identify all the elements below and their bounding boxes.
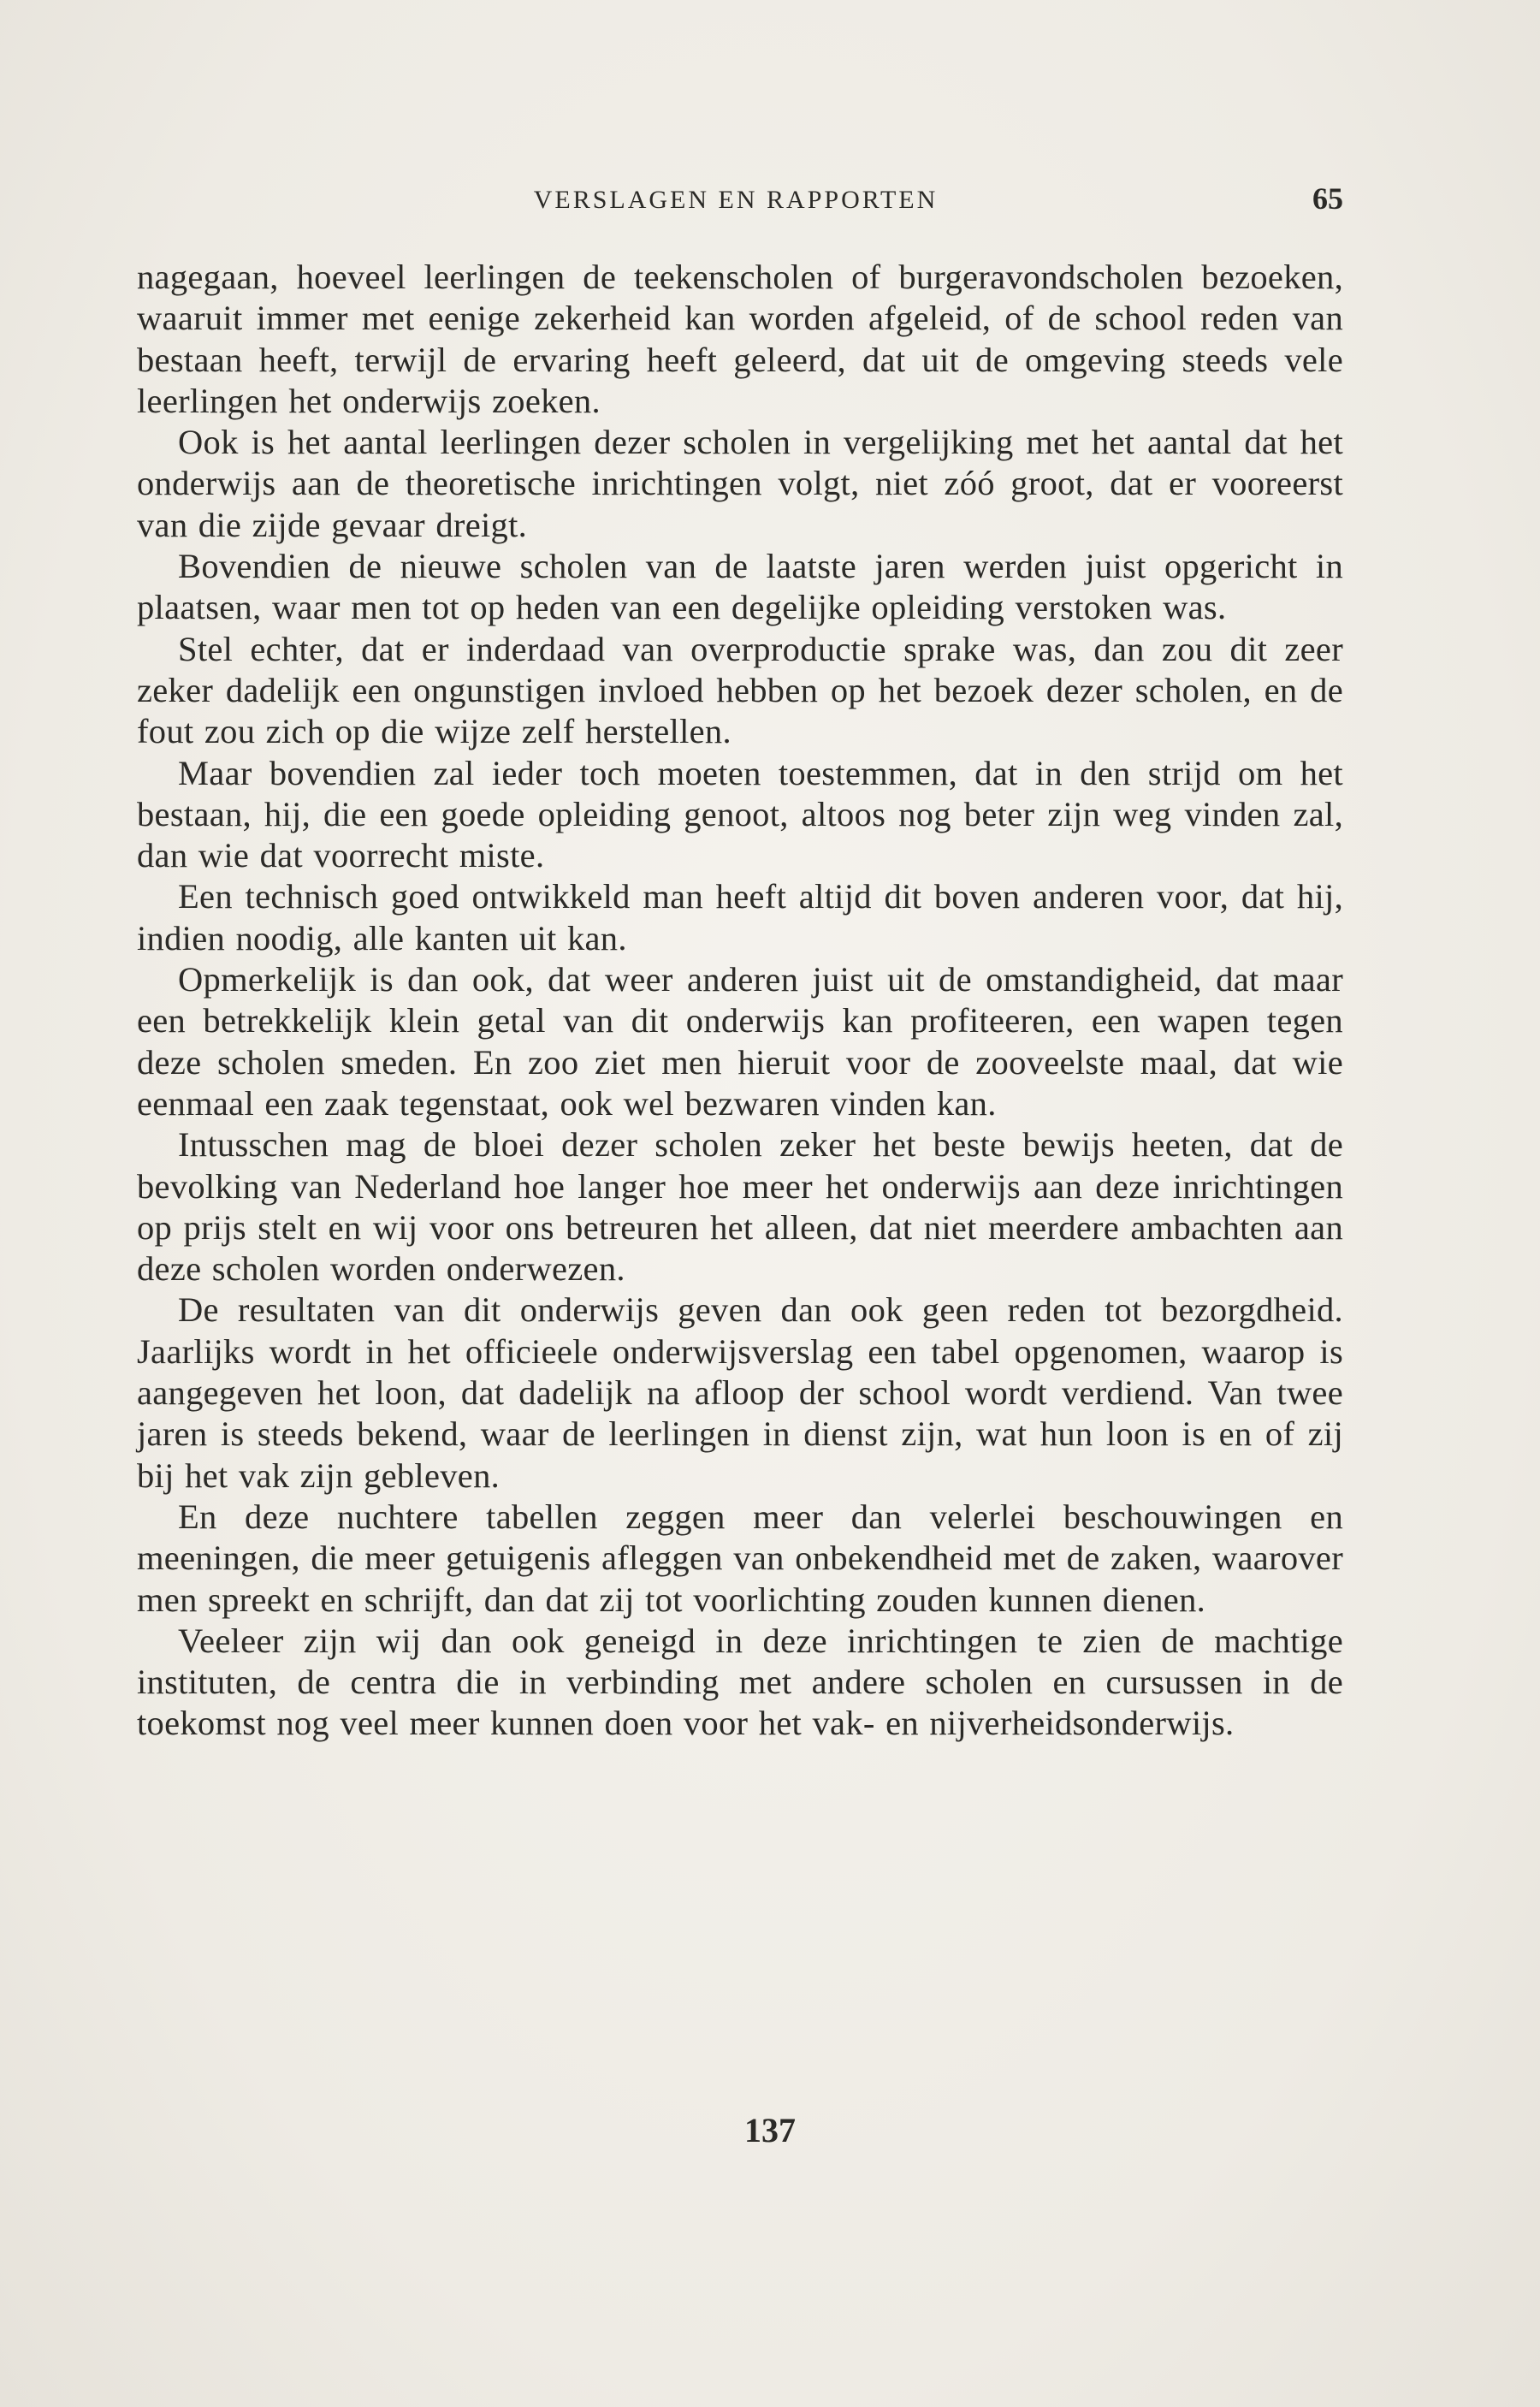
paragraph: Stel echter, dat er inderdaad van overproductie sprake was, dan zou dit zeer zeker dadelijk een ongunstigen invloed hebben op het bezoek dezer scholen, en de fout zou zich op die wijze zelf herstellen. — [137, 629, 1343, 751]
paragraph: Intusschen mag de bloei dezer scholen zeker het beste bewijs heeten, dat de bevolking van Nederland hoe langer hoe meer het onderwijs aan deze inrichtingen op prijs stelt en wij voor ons betreuren het alleen, dat niet meerdere ambachten aan deze scholen worden onderwezen. — [137, 1125, 1343, 1289]
paragraph: Bovendien de nieuwe scholen van de laatste jaren werden juist opgericht in plaatsen, waar men tot op heden van een degelijke opleiding verstoken was. — [137, 547, 1343, 627]
body-text — [137, 257, 1343, 1745]
paragraph: En deze nuchtere tabellen zeggen meer dan velerlei beschouwingen en meeningen, die meer getuigenis afleggen van onbekendheid met de zaken, waarover men spreekt en schrijft, dan dat zij tot voorlichting zouden kunnen dienen. — [137, 1497, 1343, 1619]
paragraph: nagegaan, hoeveel leerlingen de teekenscholen of burgeravondscholen bezoeken, waaruit immer met eenige zekerheid kan worden afgeleid, of de school reden van bestaan heeft, terwijl de ervaring heeft geleerd, dat uit de omgeving steeds vele leerlingen het onderwijs zoeken. — [137, 258, 1343, 420]
paragraph: Ook is het aantal leerlingen dezer scholen in vergelijking met het aantal dat het onderwijs aan de theoretische inrichtingen volgt, niet zóó groot, dat er vooreerst van die zijde gevaar dreigt. — [137, 423, 1343, 544]
paragraph: Een technisch goed ontwikkeld man heeft altijd dit boven anderen voor, dat hij, indien noodig, alle kanten uit kan. — [137, 877, 1343, 957]
paragraph: De resultaten van dit onderwijs geven dan ook geen reden tot bezorgdheid. Jaarlijks wordt in het officieele onderwijsverslag een tabel opgenomen, waarop is aangegeven het loon, dat dadelijk na afloop der school wordt verdiend. Van twee jaren is steeds bekend, waar de leerlingen in dienst zijn, wat hun loon is en of zij bij het vak zijn gebleven. — [137, 1290, 1343, 1495]
paragraph: Veeleer zijn wij dan ook geneigd in deze inrichtingen te zien de machtige instituten, de centra die in verbinding met andere scholen en cursussen in de toekomst nog veel meer kunnen doen voor het vak- en nijverheidsonderwijs. — [137, 1621, 1343, 1743]
paragraph: Opmerkelijk is dan ook, dat weer anderen juist uit de omstandigheid, dat maar een betrekkelijk klein getal van dit onderwijs kan profiteeren, een wapen tegen deze scholen smeden. En zoo ziet men hieruit voor de zooveelste maal, dat wie eenmaal een zaak tegenstaat, ook wel bezwaren vinden kan. — [137, 960, 1343, 1123]
paragraph: Maar bovendien zal ieder toch moeten toestemmen, dat in den strijd om het bestaan, hij, die een goede opleiding genoot, altoos nog beter zijn weg vinden zal, dan wie dat voorrecht miste. — [137, 753, 1343, 875]
folio-number: 137 — [744, 2111, 796, 2149]
running-head — [137, 183, 1343, 217]
page-number: 65 — [1312, 181, 1343, 216]
running-title: VERSLAGEN EN RAPPORTEN — [533, 186, 939, 214]
